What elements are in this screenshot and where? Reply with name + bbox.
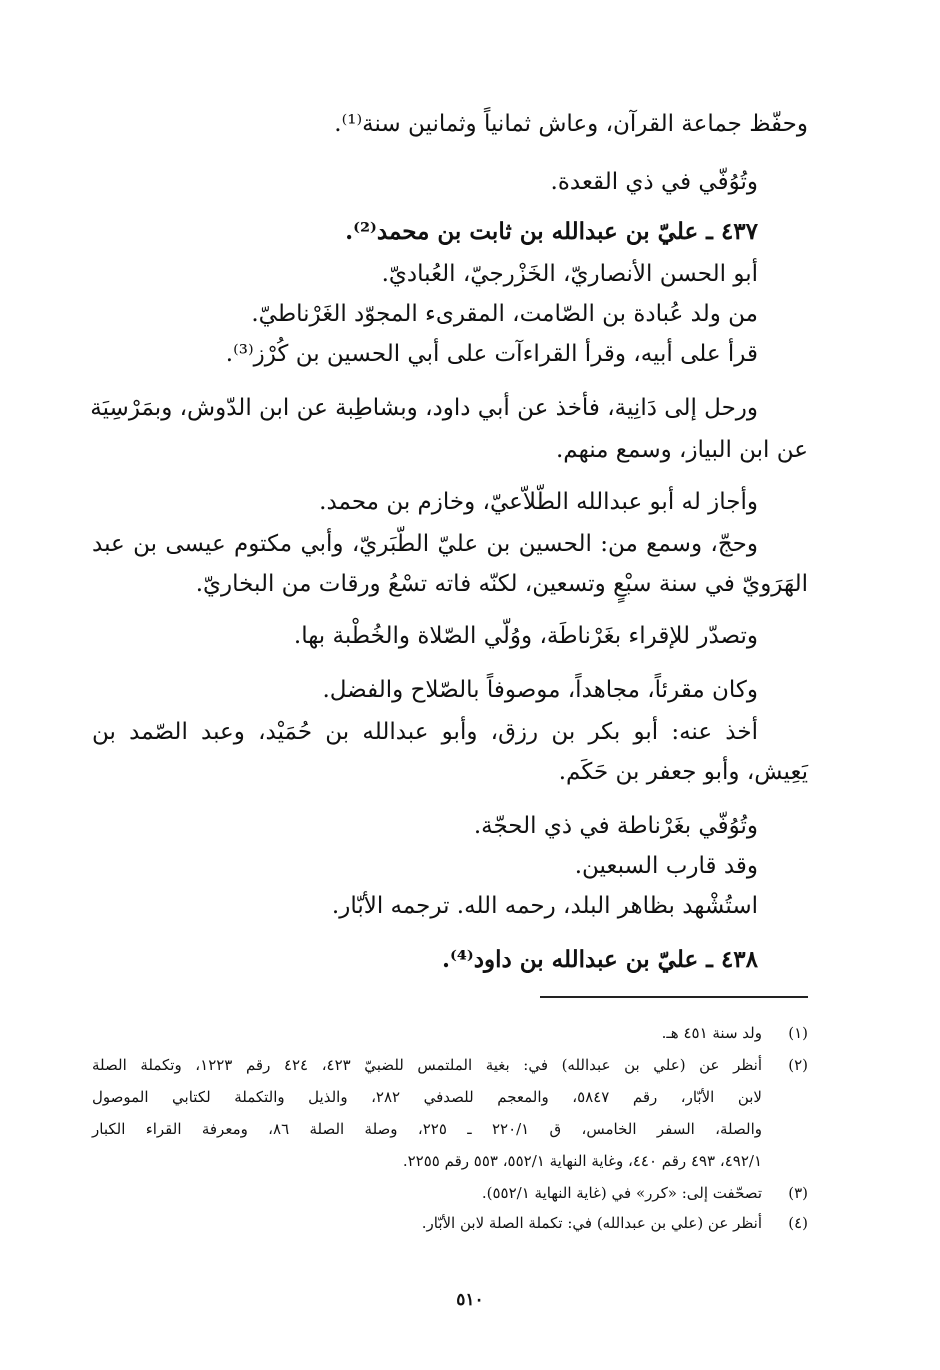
page-number: ٥١٠ <box>456 1290 484 1310</box>
body-line: قرأ على أبيه، وقرأ القراءآت على أبي الحسين بن كُرْز⁽³⁾. <box>225 341 758 367</box>
body-line: وأجاز له أبو عبدالله الطّلاّعيّ، وخازم بن محمد. <box>319 489 758 515</box>
body-line: يَعِيش، وأبو جعفر بن حَكَم. <box>558 759 808 785</box>
body-line: وقد قارب السبعين. <box>574 853 758 879</box>
footnote-separator <box>540 996 808 998</box>
body-line: وتُوُفّي بغَرْناطة في ذي الحجّة. <box>473 813 758 839</box>
body-line: عن ابن البياز، وسمع منهم. <box>556 437 808 463</box>
footnote-line: أنظر عن (علي بن عبدالله) في: تكملة الصلة لابن الأبّار. <box>421 1214 762 1232</box>
body-line: الهَرَويّ في سنة سبْعٍ وتسعين، لكنّه فاته تسْعُ ورقات من البخاريّ. <box>195 571 808 597</box>
body-line: وتُوُفّي في ذي القعدة. <box>550 169 758 195</box>
body-line: من ولد عُبادة بن الصّامت، المقرىء المجوّد الغَرْناطيّ. <box>251 301 758 327</box>
footnote-line: أنظر عن (علي بن عبدالله) في: بغية الملتمس للضبيّ ٤٢٣، ٤٢٤ رقم ١٢٢٣، وتكملة الصلة <box>92 1056 762 1074</box>
footnote-line: ولد سنة ٤٥١ هـ. <box>661 1024 762 1042</box>
body-line: أبو الحسن الأنصاريّ، الخَزْرجيّ، العُباديّ. <box>381 261 758 287</box>
footnote-number: (٣) <box>788 1184 808 1202</box>
entry-heading-438: ٤٣٨ ـ عليّ بن عبدالله بن داود⁽⁴⁾. <box>441 946 758 973</box>
body-line: أخذ عنه: أبو بكر بن رزق، وأبو عبدالله بن حُمَيْد، وعبد الصّمد بن <box>92 719 758 745</box>
entry-heading-437: ٤٣٧ ـ عليّ بن عبدالله بن ثابت بن محمد⁽²⁾. <box>345 218 758 245</box>
body-line: ورحل إلى دَانِية، فأخذ عن أبي داود، وبشاطِبة عن ابن الدّوش، وبمَرْسِيَة <box>90 395 758 421</box>
body-line: استُشْهد بظاهر البلد، رحمه الله. ترجمه الأبّار. <box>331 893 758 919</box>
footnote-number: (٤) <box>788 1214 808 1232</box>
body-line: وكان مقرئاً، مجاهداً، موصوفاً بالصّلاح والفضل. <box>322 677 758 703</box>
footnote-number: (٢) <box>788 1056 808 1074</box>
body-line: وتصدّر للإقراء بغَرْناطَة، ووُلّي الصّلاة والخُطْبة بها. <box>293 623 758 649</box>
body-line: وحفّظ جماعة القرآن، وعاش ثمانياً وثمانين سنة⁽¹⁾. <box>334 111 808 137</box>
body-line: وحجّ، وسمع من: الحسين بن عليّ الطّبَريّ، وأبي مكتوم عيسى بن عبد <box>92 531 758 557</box>
footnote-line: والصلة، السفر الخامس، ق ٢٢٠/١ ـ ٢٢٥، وصلة الصلة ٨٦، ومعرفة القراء الكبار <box>92 1120 762 1138</box>
footnote-number: (١) <box>788 1024 808 1042</box>
footnote-line: ٤٩٢/١، ٤٩٣ رقم ٤٤٠، وغاية النهاية ٥٥٢/١، ٥٥٣ رقم ٢٢٥٥. <box>402 1152 762 1170</box>
footnote-line: لابن الأبّار، رقم ٥٨٤٧، والمعجم للصدفي ٢٨٢، والذيل والتكملة لكتابي الموصول <box>92 1088 762 1106</box>
footnote-line: تصحّفت إلى: «كرر» في (غاية النهاية ٥٥٢/١). <box>481 1184 762 1202</box>
